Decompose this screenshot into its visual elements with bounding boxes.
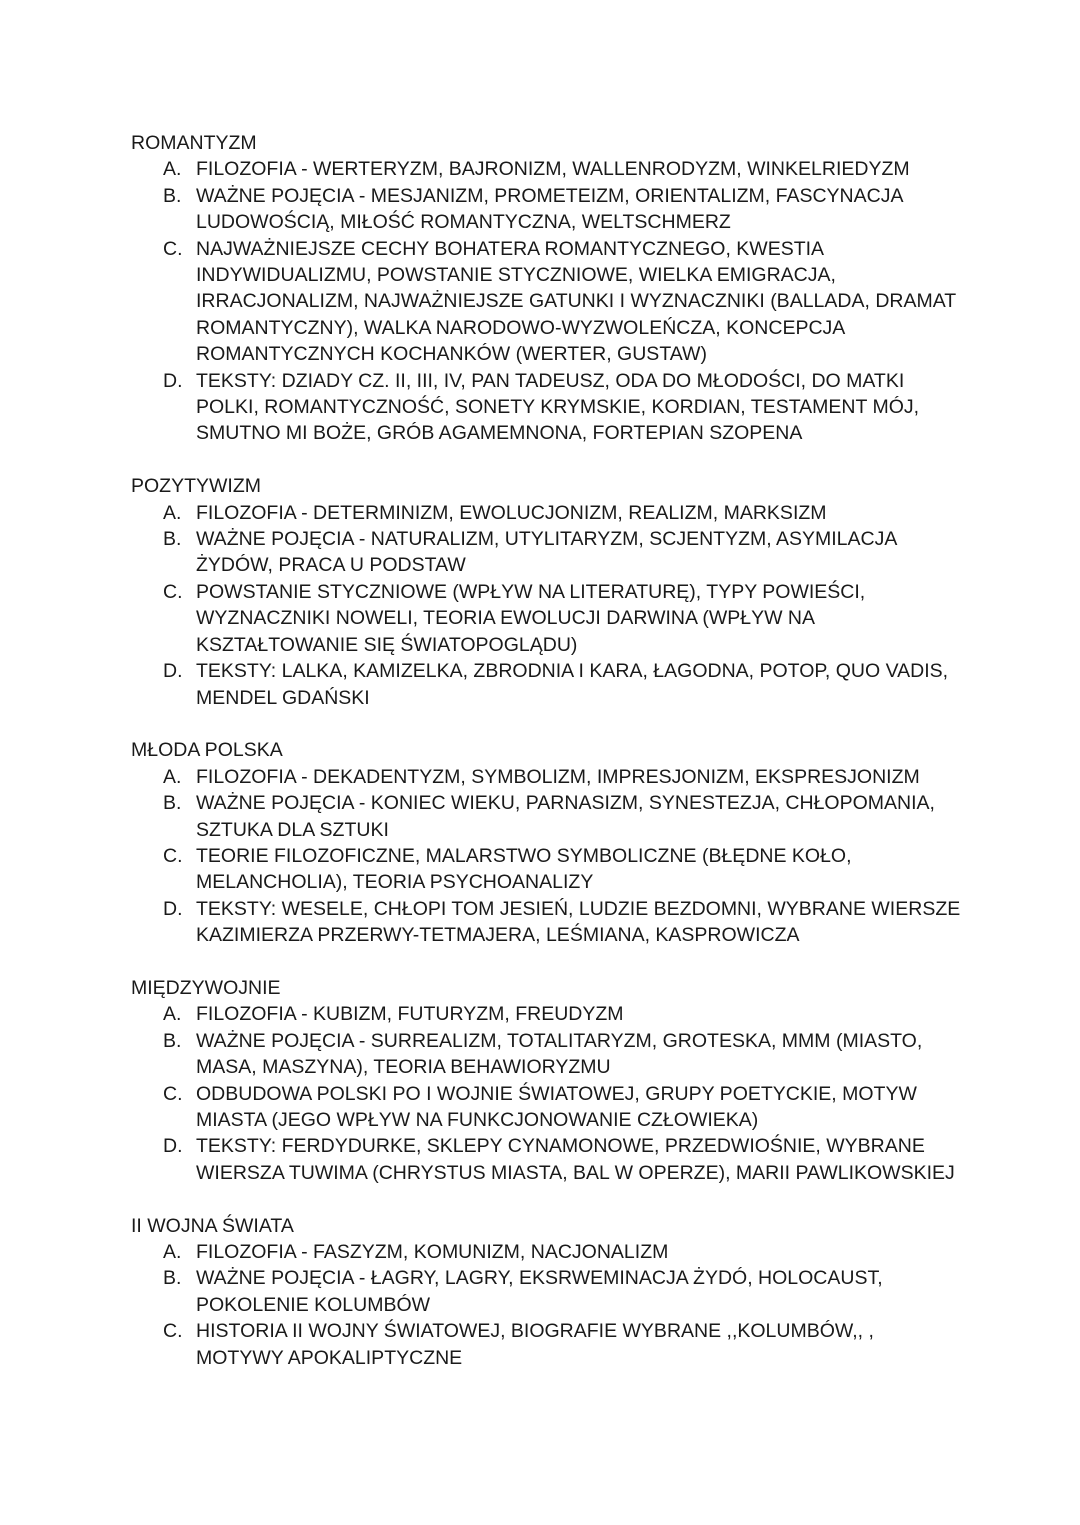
item-letter: D. [163, 1135, 183, 1158]
item-letter: C. [163, 844, 183, 867]
item-letter: B. [163, 792, 182, 815]
list-item [131, 579, 961, 658]
list-item [131, 1133, 961, 1186]
list-item [131, 1239, 961, 1265]
item-text: HISTORIA II WOJNY ŚWIATOWEJ, BIOGRAFIE WYBRANE ,,KOLUMBÓW,, , MOTYWY APOKALIPTYCZNE [196, 1320, 874, 1369]
list-item [131, 843, 961, 896]
item-letter: C. [163, 237, 183, 260]
item-letter: A. [163, 1003, 182, 1026]
item-text: FILOZOFIA - FASZYZM, KOMUNIZM, NACJONALIZM [196, 1241, 669, 1263]
section-title: II WOJNA ŚWIATA [131, 1214, 294, 1237]
item-text: TEKSTY: FERDYDURKE, SKLEPY CYNAMONOWE, PRZEDWIOŚNIE, WYBRANE WIERSZA TUWIMA (CHRYSTUS MIASTA, BAL W OPERZE), MARII PAWLIKOWSKIEJ [196, 1135, 955, 1184]
item-letter: C. [163, 1082, 183, 1105]
list-item [131, 1265, 961, 1318]
section-romantyzm [131, 130, 961, 447]
item-text: TEKSTY: WESELE, CHŁOPI TOM JESIEŃ, LUDZIE BEZDOMNI, WYBRANE WIERSZE KAZIMIERZA PRZERWY-TETMAJERA, LEŚMIANA, KASPROWICZA [196, 897, 961, 947]
section-title: MIĘDZYWOJNIE [131, 976, 281, 999]
item-letter: B. [163, 528, 182, 551]
item-letter: A. [163, 501, 182, 524]
section-title: ROMANTYZM [131, 132, 257, 154]
item-letter: B. [163, 1267, 182, 1290]
item-letter: B. [163, 1029, 182, 1052]
item-text: FILOZOFIA - DETERMINIZM, EWOLUCJONIZM, REALIZM, MARKSIZM [196, 501, 827, 524]
list-item [131, 500, 961, 526]
list-item [131, 658, 961, 711]
item-letter: B. [163, 184, 182, 207]
item-text: FILOZOFIA - WERTERYZM, BAJRONIZM, WALLENRODYZM, WINKELRIEDYZM [196, 158, 910, 181]
item-text: WAŻNE POJĘCIA - KONIEC WIEKU, PARNASIZM, SYNESTEZJA, CHŁOPOMANIA, SZTUKA DLA SZTUKI [196, 792, 935, 841]
item-text: NAJWAŻNIEJSZE CECHY BOHATERA ROMANTYCZNEGO, KWESTIA INDYWIDUALIZMU, POWSTANIE STYCZNIOWE, WIELKA EMIGRACJA, IRRACJONALIZM, NAJWAŻNIEJSZE GATUNKI I WYZNACZNIKI (BALLADA, DRAMAT ROMANTYCZNY), WALKA NARODOWO-WYZWOLEŃCZA, KONCEPCJA ROMANTYCZNYCH KOCHANKÓW (WERTER, GUSTAW) [196, 237, 956, 366]
topic-list [131, 1001, 961, 1186]
list-item [131, 896, 961, 949]
item-letter: D. [163, 660, 183, 683]
item-letter: A. [163, 1241, 182, 1263]
topic-list [131, 156, 961, 446]
list-item [131, 790, 961, 843]
topic-list [131, 1239, 961, 1371]
item-text: ODBUDOWA POLSKI PO I WOJNIE ŚWIATOWEJ, GRUPY POETYCKIE, MOTYW MIASTA (JEGO WPŁYW NA FUNKCJONOWANIE CZŁOWIEKA) [196, 1082, 917, 1131]
section-pozytywizm [131, 473, 961, 711]
topic-list [131, 764, 961, 949]
item-letter: D. [163, 897, 183, 920]
item-text: FILOZOFIA - DEKADENTYZM, SYMBOLIZM, IMPRESJONIZM, EKSPRESJONIZM [196, 765, 920, 788]
item-letter: C. [163, 1320, 183, 1343]
section-title: MŁODA POLSKA [131, 739, 283, 762]
item-letter: C. [163, 580, 183, 603]
list-item [131, 526, 961, 579]
item-text: TEORIE FILOZOFICZNE, MALARSTWO SYMBOLICZNE (BŁĘDNE KOŁO, MELANCHOLIA), TEORIA PSYCHOANALIZY [196, 844, 852, 894]
item-text: WAŻNE POJĘCIA - MESJANIZM, PROMETEIZM, ORIENTALIZM, FASCYNACJA LUDOWOŚCIĄ, MIŁOŚĆ ROMANTYCZNA, WELTSCHMERZ [196, 184, 903, 234]
item-text: WAŻNE POJĘCIA - NATURALIZM, UTYLITARYZM, SCJENTYZM, ASYMILACJA ŻYDÓW, PRACA U PODSTAW [196, 528, 897, 577]
topic-list [131, 500, 961, 711]
item-letter: A. [163, 765, 182, 788]
item-text: POWSTANIE STYCZNIOWE (WPŁYW NA LITERATURĘ), TYPY POWIEŚCI, WYZNACZNIKI NOWELI, TEORIA EWOLUCJI DARWINA (WPŁYW NA KSZTAŁTOWANIE SIĘ ŚWIATOPOGLĄDU) [196, 580, 866, 656]
section-title: POZYTYWIZM [131, 475, 261, 498]
item-letter: D. [163, 369, 183, 392]
item-text: TEKSTY: LALKA, KAMIZELKA, ZBRODNIA I KARA, ŁAGODNA, POTOP, QUO VADIS, MENDEL GDAŃSKI [196, 660, 949, 709]
list-item [131, 1081, 961, 1134]
document-content [131, 130, 961, 1397]
list-item [131, 183, 961, 236]
list-item [131, 1001, 961, 1027]
list-item [131, 236, 961, 368]
list-item [131, 368, 961, 447]
item-text: WAŻNE POJĘCIA - SURREALIZM, TOTALITARYZM, GROTESKA, MMM (MIASTO, MASA, MASZYNA), TEORIA BEHAWIORYZMU [196, 1029, 923, 1079]
list-item [131, 1028, 961, 1081]
list-item [131, 1318, 961, 1371]
list-item [131, 156, 961, 182]
section-miedzywojnie [131, 975, 961, 1186]
section-ii-wojna-swiata [131, 1213, 961, 1371]
section-mloda-polska [131, 737, 961, 948]
item-text: TEKSTY: DZIADY CZ. II, III, IV, PAN TADEUSZ, ODA DO MŁODOŚCI, DO MATKI POLKI, ROMANTYCZNOŚĆ, SONETY KRYMSKIE, KORDIAN, TESTAMENT MÓJ, SMUTNO MI BOŻE, GRÓB AGAMEMNONA, FORTEPIAN SZOPENA [196, 369, 920, 445]
item-letter: A. [163, 158, 182, 181]
item-text: WAŻNE POJĘCIA - ŁAGRY, LAGRY, EKSRWEMINACJA ŻYDÓ, HOLOCAUST, POKOLENIE KOLUMBÓW [196, 1267, 883, 1316]
list-item [131, 764, 961, 790]
item-text: FILOZOFIA - KUBIZM, FUTURYZM, FREUDYZM [196, 1003, 624, 1026]
